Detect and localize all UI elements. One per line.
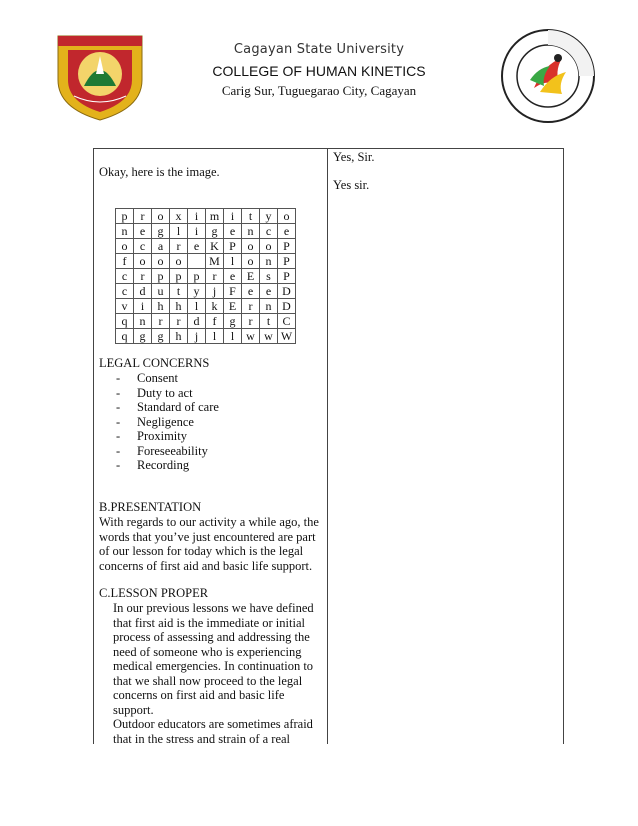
grid-row — [116, 314, 296, 329]
grid-cell: p — [116, 209, 134, 224]
intro-text: Okay, here is the image. — [99, 165, 220, 179]
grid-row — [116, 269, 296, 284]
grid-cell: o — [260, 239, 278, 254]
grid-cell: e — [242, 284, 260, 299]
grid-cell: g — [152, 224, 170, 239]
grid-cell: e — [224, 224, 242, 239]
grid-cell: v — [116, 299, 134, 314]
grid-cell: t — [242, 209, 260, 224]
grid-cell: w — [260, 329, 278, 344]
grid-cell: g — [206, 224, 224, 239]
grid-cell: W — [278, 329, 296, 344]
grid-cell: r — [152, 314, 170, 329]
grid-cell: o — [242, 239, 260, 254]
grid-cell: P — [278, 269, 296, 284]
grid-cell: l — [188, 299, 206, 314]
grid-cell: M — [206, 254, 224, 269]
list-item: - Duty to act — [116, 385, 193, 400]
list-item: - Negligence — [116, 414, 194, 429]
grid-cell: p — [170, 269, 188, 284]
legal-concerns-heading: LEGAL CONCERNS — [99, 356, 210, 370]
grid-cell: m — [206, 209, 224, 224]
column-divider — [327, 148, 328, 744]
grid-cell: i — [134, 299, 152, 314]
grid-cell: j — [188, 329, 206, 344]
grid-cell: s — [260, 269, 278, 284]
grid-cell: h — [152, 299, 170, 314]
student-response: Yes sir. — [333, 178, 370, 192]
college-address: Carig Sur, Tuguegarao City, Cagayan — [221, 83, 417, 98]
grid-row — [116, 254, 296, 269]
lesson-proper-text-continued: Outdoor educators are sometimes afraid that in the stress and strain of a real — [113, 717, 313, 746]
grid-cell: d — [188, 314, 206, 329]
grid-cell: o — [134, 254, 152, 269]
grid-cell: i — [224, 209, 242, 224]
grid-cell: q — [116, 314, 134, 329]
grid-row — [116, 209, 296, 224]
grid-cell: c — [116, 269, 134, 284]
grid-cell: u — [152, 284, 170, 299]
grid-cell — [188, 254, 206, 269]
grid-cell: p — [188, 269, 206, 284]
grid-cell: n — [260, 299, 278, 314]
grid-cell: P — [278, 239, 296, 254]
list-item: - Proximity — [116, 429, 188, 443]
grid-cell: f — [206, 314, 224, 329]
grid-cell: E — [242, 269, 260, 284]
grid-cell: y — [260, 209, 278, 224]
grid-cell: h — [170, 299, 188, 314]
list-item: - Consent — [116, 371, 178, 385]
grid-cell: P — [278, 254, 296, 269]
college-of-human-kinetics-seal — [500, 28, 596, 124]
lesson-proper-text: In our previous lessons we have defined that first aid is the immediate or initial process of assessing and addressing the need of someone who is experiencing medical emergencies. In continuation to that we shall now proceed to the legal concerns on first aid and basic life support. — [113, 601, 314, 717]
grid-cell: i — [188, 224, 206, 239]
grid-cell: o — [116, 239, 134, 254]
grid-row — [116, 239, 296, 254]
list-item: - Standard of care — [116, 400, 219, 414]
grid-cell: t — [170, 284, 188, 299]
grid-cell: e — [188, 239, 206, 254]
grid-cell: c — [134, 239, 152, 254]
grid-cell: n — [134, 314, 152, 329]
grid-cell: e — [224, 269, 242, 284]
grid-cell: r — [134, 269, 152, 284]
grid-cell: h — [170, 329, 188, 344]
grid-cell: c — [260, 224, 278, 239]
lesson-proper-heading: C.LESSON PROPER — [99, 586, 209, 600]
grid-cell: d — [134, 284, 152, 299]
list-item: - Foreseeability — [116, 443, 208, 458]
grid-cell: r — [242, 299, 260, 314]
grid-cell: o — [170, 254, 188, 269]
presentation-text: With regards to our activity a while ago, the words that you’ve just encountered are part of our lesson for today which is the legal concerns of first aid and basic life support. — [99, 515, 319, 573]
grid-cell: o — [278, 209, 296, 224]
grid-cell: n — [242, 224, 260, 239]
grid-cell: i — [188, 209, 206, 224]
grid-cell: a — [152, 239, 170, 254]
grid-cell: g — [224, 314, 242, 329]
grid-cell: l — [224, 254, 242, 269]
grid-cell: g — [134, 329, 152, 344]
grid-cell: c — [116, 284, 134, 299]
grid-cell: l — [224, 329, 242, 344]
grid-cell: j — [206, 284, 224, 299]
grid-cell: o — [152, 209, 170, 224]
grid-cell: r — [134, 209, 152, 224]
grid-cell: r — [170, 239, 188, 254]
grid-cell: n — [116, 224, 134, 239]
word-search-grid — [115, 208, 296, 344]
grid-cell: o — [152, 254, 170, 269]
grid-cell: E — [224, 299, 242, 314]
grid-row — [116, 284, 296, 299]
list-item: - Recording — [116, 458, 190, 472]
grid-cell: C — [278, 314, 296, 329]
grid-cell: f — [116, 254, 134, 269]
grid-row — [116, 224, 296, 239]
grid-cell: x — [170, 209, 188, 224]
grid-cell: t — [260, 314, 278, 329]
grid-cell: P — [224, 239, 242, 254]
student-response: Yes, Sir. — [333, 150, 375, 164]
grid-cell: k — [206, 299, 224, 314]
grid-cell: g — [152, 329, 170, 344]
grid-cell: y — [188, 284, 206, 299]
grid-cell: D — [278, 299, 296, 314]
grid-cell: K — [206, 239, 224, 254]
university-script-name: Cagayan State University — [233, 42, 405, 57]
college-name: COLLEGE OF HUMAN KINETICS — [212, 63, 426, 79]
grid-cell: w — [242, 329, 260, 344]
grid-cell: r — [170, 314, 188, 329]
grid-cell: e — [278, 224, 296, 239]
grid-cell: r — [206, 269, 224, 284]
grid-row — [116, 329, 296, 344]
grid-cell: F — [224, 284, 242, 299]
grid-cell: p — [152, 269, 170, 284]
grid-cell: r — [242, 314, 260, 329]
presentation-heading: B.PRESENTATION — [99, 500, 202, 514]
legal-concerns-list — [116, 371, 219, 473]
grid-row — [116, 299, 296, 314]
grid-cell: D — [278, 284, 296, 299]
grid-cell: e — [260, 284, 278, 299]
document-header — [0, 0, 638, 140]
grid-cell: q — [116, 329, 134, 344]
grid-cell: n — [260, 254, 278, 269]
grid-cell: o — [242, 254, 260, 269]
grid-cell: e — [134, 224, 152, 239]
grid-cell: l — [170, 224, 188, 239]
grid-cell: l — [206, 329, 224, 344]
